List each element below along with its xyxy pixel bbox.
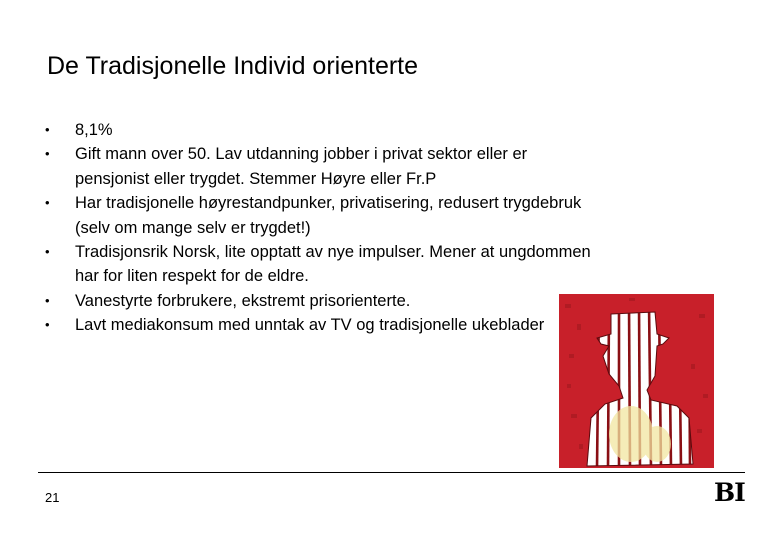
bullet-icon: • bbox=[45, 317, 50, 333]
bullet-item bbox=[45, 142, 605, 191]
bullet-icon: • bbox=[45, 146, 50, 162]
slide-title: De Tradisjonelle Individ orienterte bbox=[47, 52, 419, 80]
bullet-icon: • bbox=[45, 195, 50, 211]
bullet-text: Har tradisjonelle høyrestandpunker, privatisering, redusert trygdebruk (selv om mange selv er trygdet!) bbox=[75, 194, 582, 237]
bullet-list bbox=[45, 118, 605, 338]
bi-logo: BI bbox=[714, 478, 745, 507]
bullet-icon: • bbox=[45, 122, 50, 137]
bullet-item bbox=[45, 313, 605, 337]
page-number: 21 bbox=[45, 490, 60, 505]
bullet-text: 8,1% bbox=[75, 121, 113, 139]
bullet-text: Vanestyrte forbrukere, ekstremt prisorienterte. bbox=[75, 291, 411, 310]
bullet-icon: • bbox=[45, 292, 50, 308]
bullet-item bbox=[45, 240, 605, 289]
bullet-item bbox=[45, 191, 605, 240]
bullet-item bbox=[45, 118, 605, 142]
bullet-text: Lavt mediakonsum med unntak av TV og tradisjonelle ukeblader bbox=[75, 316, 545, 335]
bullet-item bbox=[45, 289, 605, 313]
footer-divider bbox=[38, 472, 745, 473]
bullet-text: Gift mann over 50. Lav utdanning jobber i privat sektor eller er pensjonist eller trygdet. Stemmer Høyre eller Fr.P bbox=[75, 145, 528, 188]
bullet-icon: • bbox=[45, 244, 50, 260]
bullet-text: Tradisjonsrik Norsk, lite opptatt av nye impulser. Mener at ungdommen har for liten respekt for de eldre. bbox=[75, 243, 591, 286]
person-silhouette-icon bbox=[559, 294, 714, 468]
